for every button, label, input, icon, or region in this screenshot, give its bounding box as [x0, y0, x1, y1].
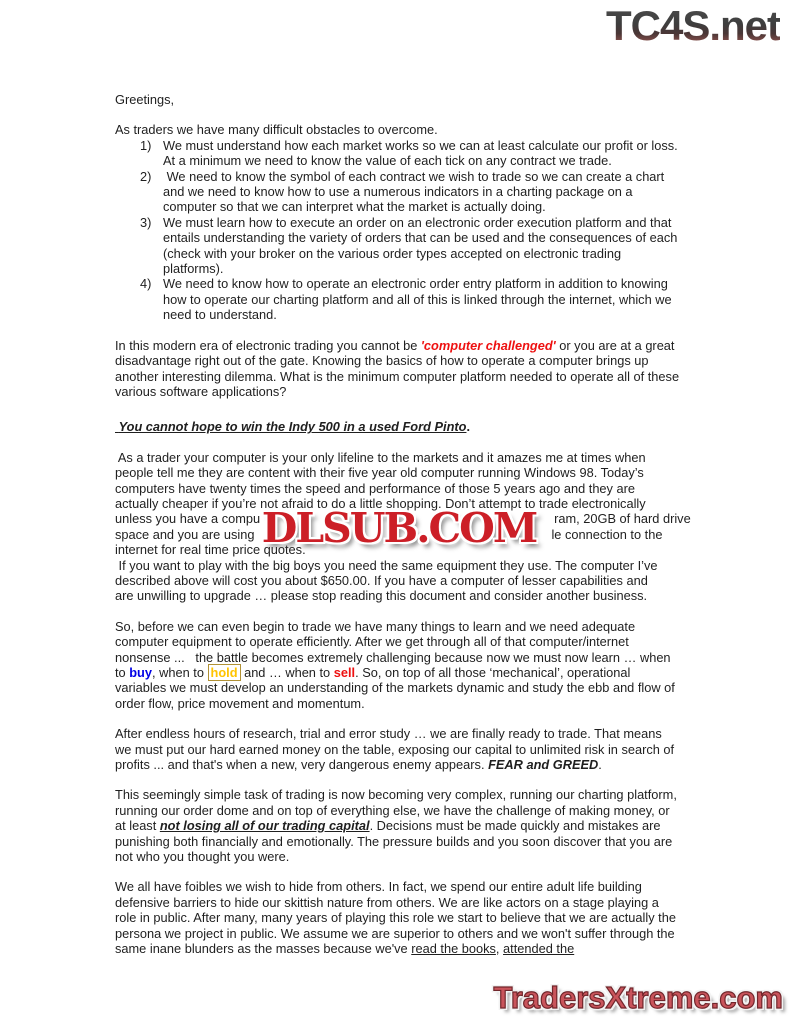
indy-heading	[115, 419, 681, 434]
list-item	[140, 169, 681, 215]
dlsub-watermark: DLSUB.COM	[261, 504, 537, 553]
text-line	[115, 558, 681, 573]
text-run: In this modern era of electronic trading you cannot be	[115, 337, 421, 353]
text-run: Greetings,	[115, 92, 175, 107]
text-run: .	[598, 757, 602, 773]
text-line	[115, 481, 681, 496]
after-endless	[115, 726, 681, 772]
text-run: This seemingly simple task of trading is now becoming very complex, running our charting platform, running our order dome and on top of everything else, we have the challenge of making money, or at least	[115, 787, 681, 834]
text-run: unless you have a compu	[115, 511, 261, 527]
intro	[115, 122, 681, 137]
text-run: We must understand how each market works so we can at least calculate our profit or loss. At a minimum we need to know the value of each tick on any contract we trade.	[163, 137, 681, 169]
document-body	[115, 92, 691, 957]
text-run: We must learn how to execute an order on an electronic order execution platform and that entails understanding the variety of orders that can be used and the consequences of each (check with your broker on the various order types accepted on electronic trading platforms).	[163, 214, 681, 277]
text-run-hold: hold	[208, 664, 241, 681]
obstacles-list	[115, 138, 681, 323]
text-run-buy: buy	[129, 665, 152, 680]
list-item	[140, 138, 681, 169]
text-run-bi: FEAR and GREED	[488, 757, 599, 773]
foibles	[115, 879, 681, 956]
text-run: After endless hours of research, trial and error study … we are finally ready to trade. That means we must put our hard earned money on the table, exposing our capital to unlimited risk in search of profits ... and that's when a new, very dangerous enemy appears.	[115, 726, 682, 773]
text-run: computers have twenty times the speed and performance of those 5 years ago and they are	[115, 480, 635, 496]
computer-specs	[115, 449, 691, 604]
text-run-red-bi: 'computer challenged'	[420, 337, 556, 353]
text-line	[115, 573, 681, 588]
text-run: , when to	[152, 665, 208, 680]
text-run: described above will cost you about $650.00. If you have a computer of lesser capabilities and	[115, 572, 648, 588]
text-run: actually cheaper if you’re not afraid to do a little shopping. Don’t attempt to trade electronically	[115, 495, 646, 511]
text-run: ram, 20GB of hard drive	[554, 511, 691, 527]
text-run-bi-u: not losing all of our trading capital	[159, 818, 370, 834]
list-marker: 4)	[140, 276, 152, 292]
text-run: . So, on top of all those ‘mechanical’, operational variables we must develop an understanding of the markets dynamic and study the ebb and flow of order flow, price movement and momentum.	[115, 665, 679, 711]
text-run-b: .	[466, 419, 471, 435]
text-run-sell: sell	[333, 665, 356, 680]
list-item	[140, 276, 681, 322]
text-run: We need to know the symbol of each contract we wish to trade so we can create a chart and we need to know how to use a numerous indicators in a charting package on a computer so that we can interpret what the market is actually doing.	[163, 168, 668, 215]
text-run: or you are at a great disadvantage right out of the gate. Knowing the basics of how to operate a computer brings up another interesting dilemma. What is the minimum computer platform needed to operate all of these various software applications?	[115, 337, 683, 399]
text-run-bi-u: You cannot hope to win the Indy 500 in a used Ford Pinto	[115, 419, 467, 435]
text-run: people tell me they are content with their five year old computer running Windows 98. Today’s	[115, 465, 644, 481]
list-item-text	[163, 169, 681, 215]
seemingly-simple	[115, 787, 681, 864]
text-run: As traders we have many difficult obstacles to overcome.	[115, 122, 438, 138]
list-item	[140, 215, 681, 277]
text-run: We all have foibles we wish to hide from others. In fact, we spend our entire adult life building defensive barriers to hide our skittish nature from others. We are like actors on a stage playing a role in public. After many, many years of playing this role we start to believe that we are actually the persona we project in public. We assume we are superior to others and we won't suffer through the same inane blunders as the masses because we've	[115, 879, 680, 957]
greeting	[115, 92, 681, 107]
text-run: le connection to the	[551, 526, 663, 542]
text-run: space and you are using	[115, 526, 255, 542]
text-line	[115, 588, 681, 603]
list-item-text	[163, 138, 681, 169]
list-marker: 1)	[140, 137, 152, 153]
text-run: As a trader your computer is your only lifeline to the markets and it amazes me at times when	[115, 449, 646, 465]
text-line	[115, 465, 681, 480]
text-run: . Decisions must be made quickly and mistakes are punishing both financially and emotionally. The pressure builds and you soon discover that you are not who you thought you were.	[115, 818, 676, 865]
text-run: ,	[495, 941, 504, 957]
list-item-text	[163, 276, 681, 322]
text-run: internet for real time price quotes.	[115, 542, 306, 558]
list-marker: 2)	[140, 168, 152, 184]
text-run-u: read the books	[411, 941, 496, 957]
list-marker: 3)	[140, 214, 152, 230]
tradersxtreme-logo: TradersXtreme.com	[493, 980, 783, 1015]
tc4s-logo: TC4S.net	[605, 2, 780, 49]
so-before	[115, 619, 681, 711]
list-item-text	[163, 215, 681, 277]
text-run: are unwilling to upgrade … please stop reading this document and consider another business.	[115, 588, 648, 604]
text-run: So, before we can even begin to trade we have many things to learn and we need adequate computer equipment to operate efficiently. After we get through all of that computer/internet nonsense ... the battle becomes extremely challenging because now we must now learn … when to	[115, 618, 675, 680]
text-run: We need to know how to operate an electronic order entry platform in addition to knowing how to operate our charting platform and all of this is linked through the internet, which we need to understand.	[163, 276, 676, 323]
modern-era	[115, 338, 681, 400]
text-run: If you want to play with the big boys you need the same equipment they use. The computer I’ve	[115, 557, 658, 573]
text-run-u: attended the	[503, 941, 575, 957]
text-line	[115, 450, 681, 465]
text-run: and … when to	[240, 665, 334, 680]
